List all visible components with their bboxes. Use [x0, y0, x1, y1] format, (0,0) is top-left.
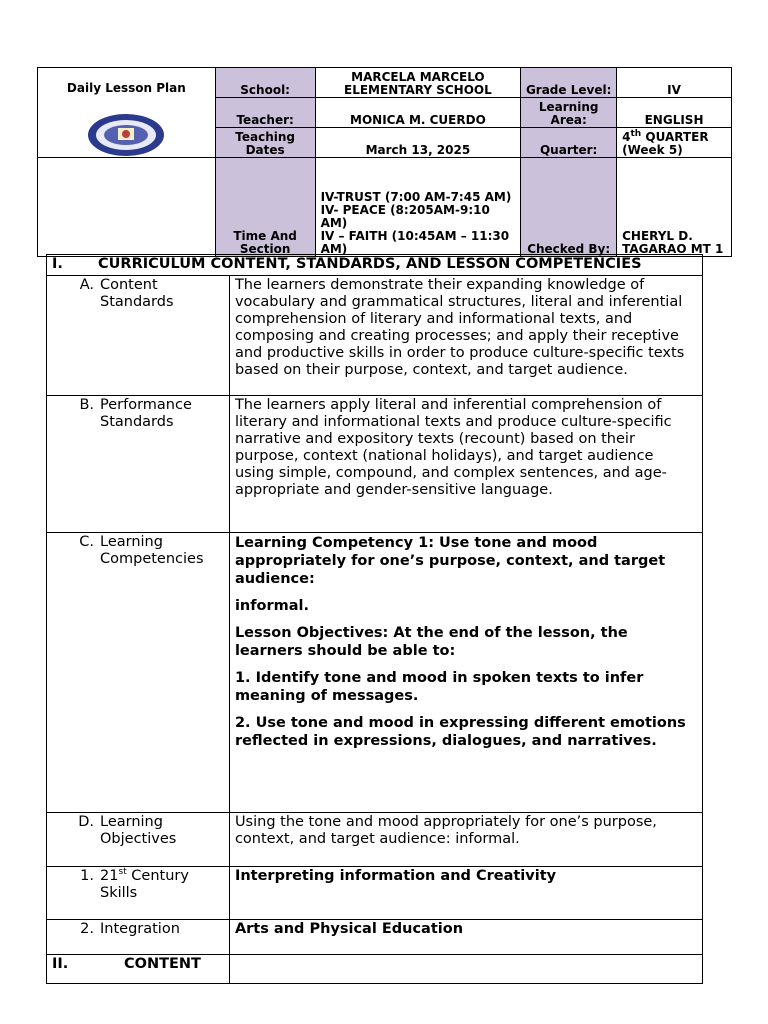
time-value: IV-TRUST (7:00 AM-7:45 AM) IV- PEACE (8:205AM-9:10 AM) IV – FAITH (10:45AM – 11:30 AM)	[315, 158, 521, 257]
objective-2: 2. Use tone and mood in expressing different emotions reflected in expressions, dialogues, and narratives.	[234, 715, 686, 749]
blank-cell	[38, 158, 216, 257]
content-standards-text: The learners demonstrate their expanding knowledge of vocabulary and grammatical structures, literal and inferential comprehension of literary and informational texts, and composing and creating processes; and apply their receptive and productive skills in order to produce culture-specific texts based on their purpose, context, and target audience.	[229, 276, 702, 396]
section-1-heading: I. CURRICULUM CONTENT, STANDARDS, AND LESSON COMPETENCIES	[47, 255, 703, 276]
learning-objectives-label: D. Learning Objectives	[47, 813, 230, 867]
skills-text: Interpreting information and Creativity	[229, 867, 702, 920]
checked-value: CHERYL D. TAGARAO MT 1	[617, 158, 732, 257]
performance-standards-text: The learners apply literal and inferential comprehension of literary and informational texts and produce culture-specific narrative and expository texts (recount) based on their purpose, context (national holidays), and target audience using simple, compound, and complex sentences, and age-appropriate and gender-sensitive language.	[229, 396, 702, 533]
quarter-label: Quarter:	[521, 128, 617, 158]
deped-seal-icon	[86, 113, 166, 157]
objective-1: 1. Identify tone and mood in spoken texts to infer meaning of messages.	[234, 670, 644, 704]
teacher-label: Teacher:	[215, 98, 315, 128]
time-label: Time And Section	[215, 158, 315, 257]
skills-label: 1. 21st Century Skills	[47, 867, 230, 920]
school-label: School:	[215, 68, 315, 98]
integration-label: 2. Integration	[47, 920, 230, 955]
curriculum-table	[46, 254, 703, 984]
grade-value: IV	[617, 68, 732, 98]
lesson-objectives-intro: Lesson Objectives: At the end of the lesson, the learners should be able to:	[234, 625, 628, 659]
integration-text: Arts and Physical Education	[229, 920, 702, 955]
learning-competencies-label: C. Learning Competencies	[47, 533, 230, 813]
content-standards-label: A. Content Standards	[47, 276, 230, 396]
header-table	[37, 67, 732, 257]
checked-label: Checked By:	[521, 158, 617, 257]
doc-title: Daily Lesson Plan	[66, 81, 186, 95]
grade-label: Grade Level:	[521, 68, 617, 98]
dates-label: Teaching Dates	[215, 128, 315, 158]
learning-objectives-text: Using the tone and mood appropriately for one’s purpose, context, and target audience: informal.	[229, 813, 702, 867]
area-value: ENGLISH	[617, 98, 732, 128]
competency-1: Learning Competency 1: Use tone and mood appropriately for one’s purpose, context, and target audience:	[234, 535, 666, 587]
quarter-value: 4th QUARTER (Week 5)	[617, 128, 732, 158]
section-2-heading: II. CONTENT	[47, 955, 230, 984]
school-value: MARCELA MARCELO ELEMENTARY SCHOOL	[315, 68, 521, 98]
competency-informal: informal.	[234, 598, 310, 614]
dates-value: March 13, 2025	[315, 128, 521, 158]
performance-standards-label: B. Performance Standards	[47, 396, 230, 533]
title-cell	[38, 68, 216, 158]
teacher-value: MONICA M. CUERDO	[315, 98, 521, 128]
section-2-content	[229, 955, 702, 984]
area-label: Learning Area:	[521, 98, 617, 128]
learning-competencies-text	[229, 533, 702, 813]
